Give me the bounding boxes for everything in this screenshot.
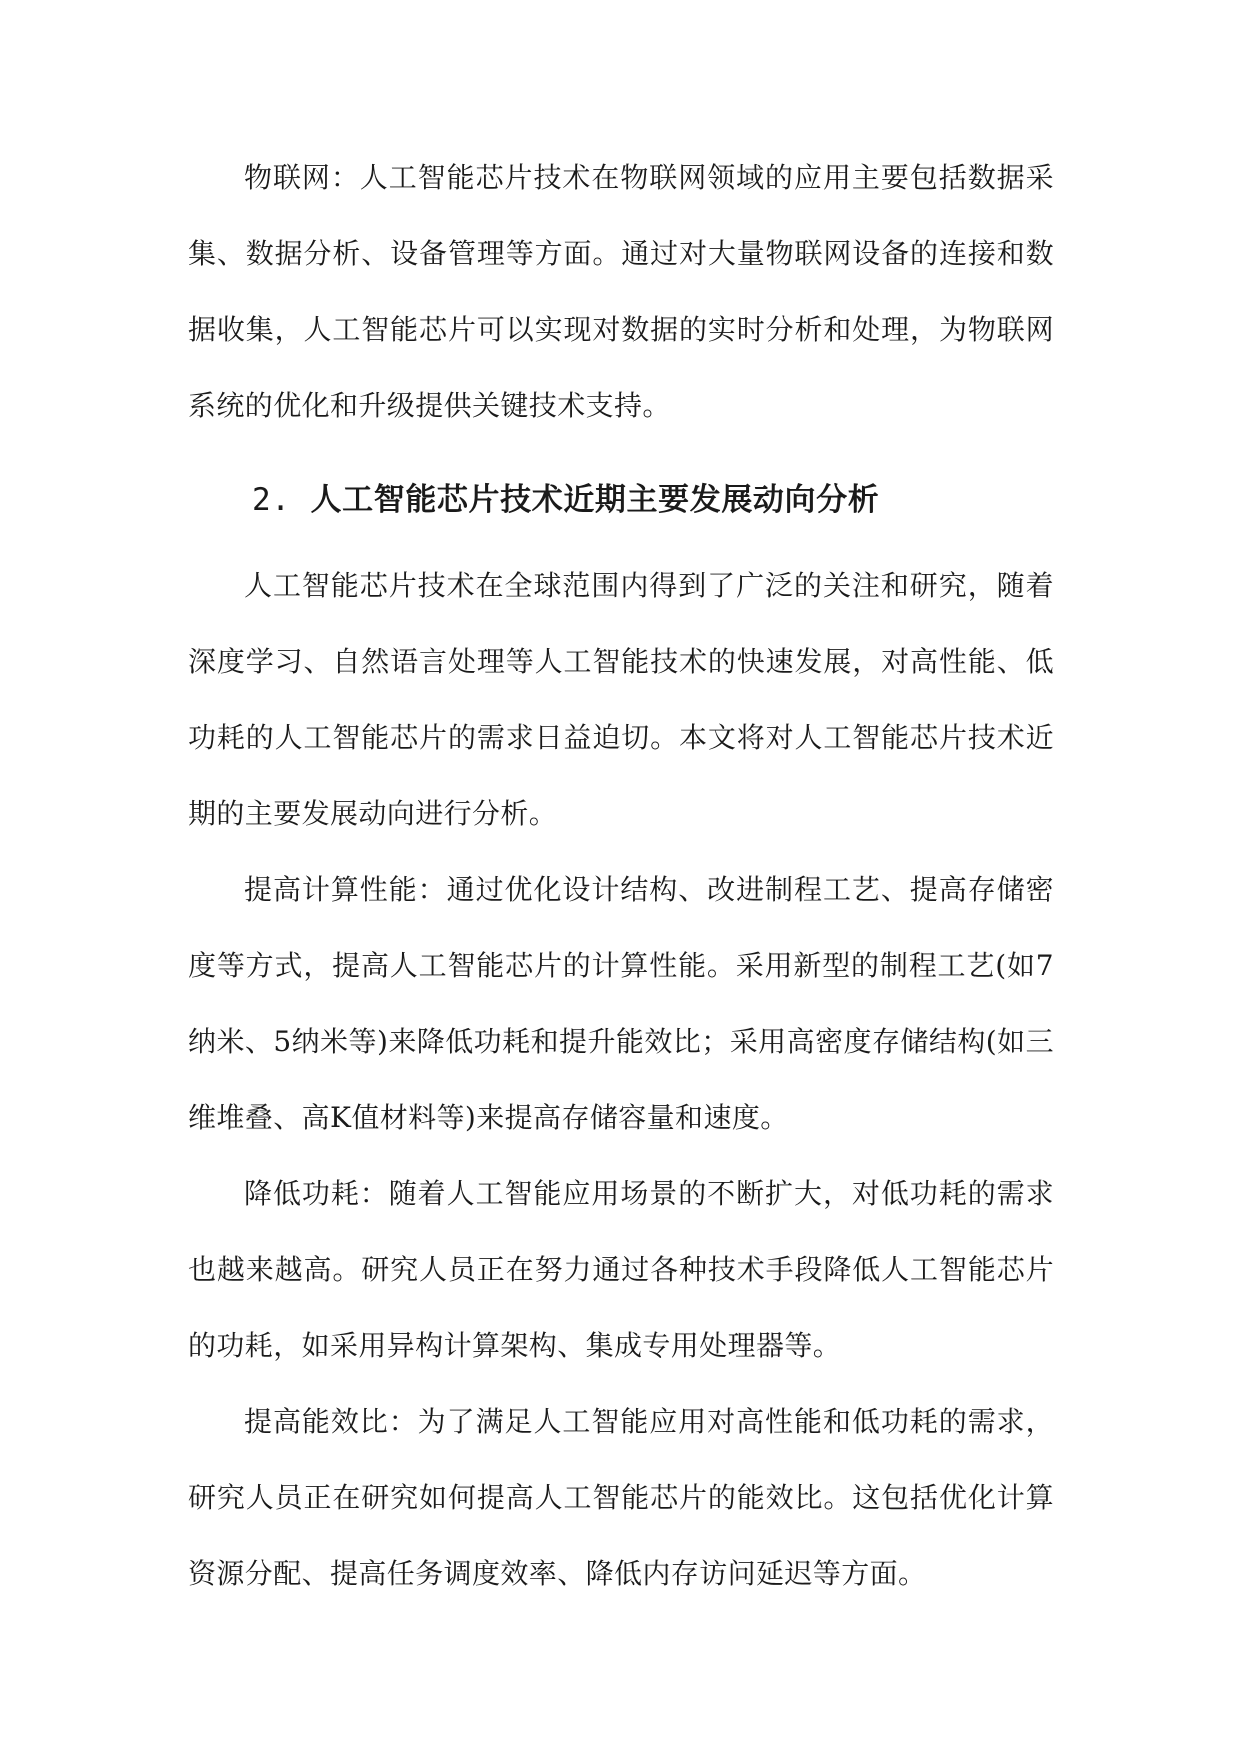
paragraph-compute-performance: 提高计算性能：通过优化设计结构、改进制程工艺、提高存储密度等方式，提高人工智能芯片的计算性能。采用新型的制程工艺(如7纳米、5纳米等)来降低功耗和提升能效比；采用高密度存储结构(如三维堆叠、高K值材料等)来提高存储容量和速度。 <box>188 873 1054 1134</box>
paragraph-overview: 人工智能芯片技术在全球范围内得到了广泛的关注和研究，随着深度学习、自然语言处理等人工智能技术的快速发展，对高性能、低功耗的人工智能芯片的需求日益迫切。本文将对人工智能芯片技术近期的主要发展动向进行分析。 <box>188 569 1054 830</box>
paragraph-iot: 物联网：人工智能芯片技术在物联网领域的应用主要包括数据采集、数据分析、设备管理等方面。通过对大量物联网设备的连接和数据收集，人工智能芯片可以实现对数据的实时分析和处理，为物联网系统的优化和升级提供关键技术支持。 <box>188 161 1054 422</box>
paragraph-energy-efficiency: 提高能效比：为了满足人工智能应用对高性能和低功耗的需求，研究人员正在研究如何提高人工智能芯片的能效比。这包括优化计算资源分配、提高任务调度效率、降低内存访问延迟等方面。 <box>188 1405 1054 1590</box>
section-number: 2. <box>252 482 291 518</box>
section-title: 人工智能芯片技术近期主要发展动向分析 <box>310 482 880 518</box>
paragraph-power-consumption: 降低功耗：随着人工智能应用场景的不断扩大，对低功耗的需求也越来越高。研究人员正在努力通过各种技术手段降低人工智能芯片的功耗，如采用异构计算架构、集成专用处理器等。 <box>188 1177 1054 1362</box>
section-heading <box>188 470 1054 530</box>
document-body <box>188 140 1054 1612</box>
